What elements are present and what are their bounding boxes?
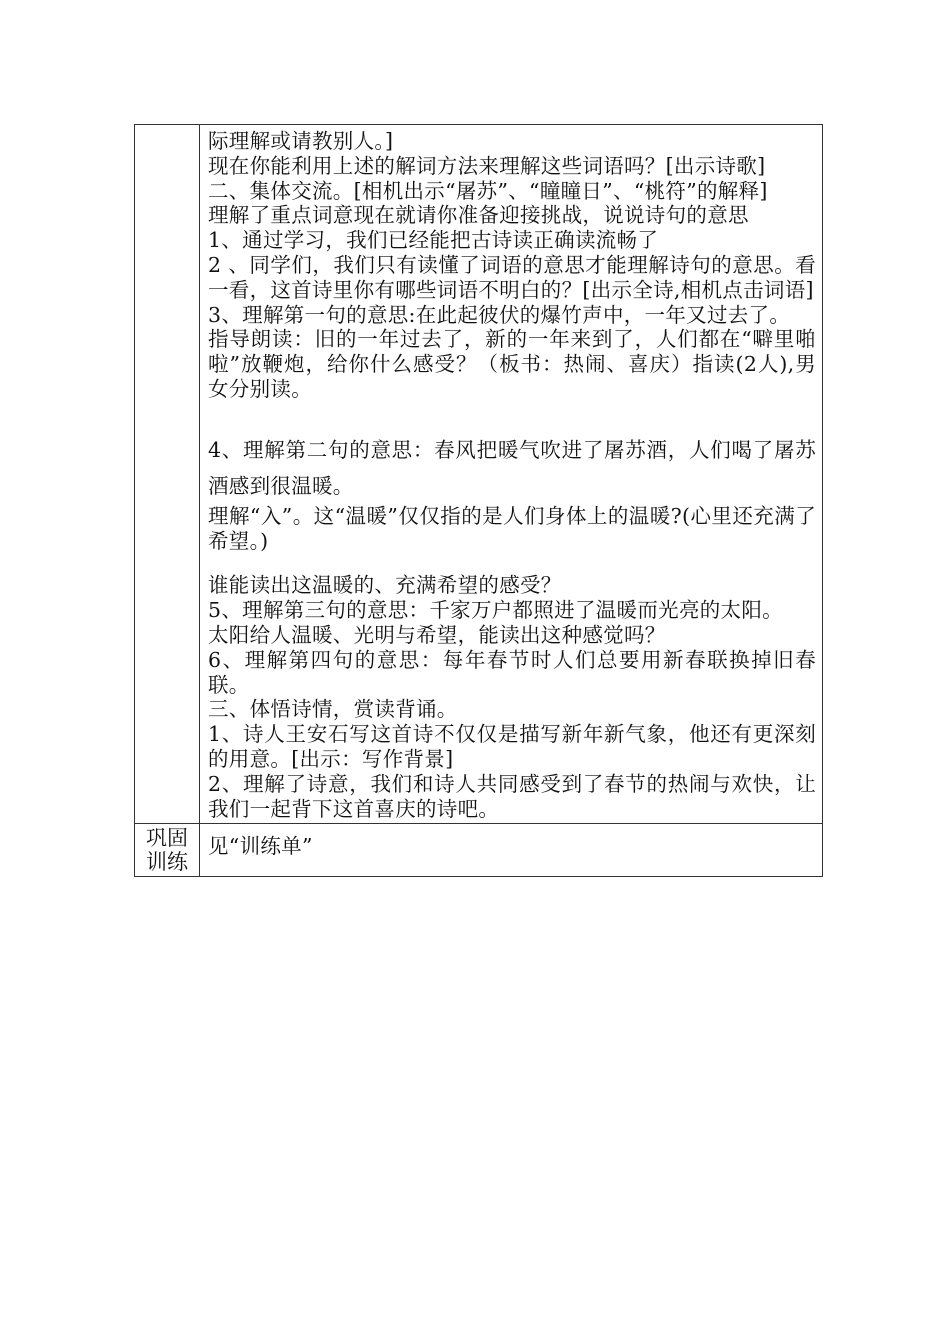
row-label-cell bbox=[135, 125, 200, 824]
content-line: 现在你能利用上述的解词方法来理解这些词语吗？[出示诗歌] bbox=[208, 153, 766, 178]
content-line: 1、诗人王安石写这首诗不仅仅是描写新年新气象，他还有更深刻的用意。[出示：写作背景] bbox=[208, 722, 816, 771]
content-line: 理解“入”。这“温暖”仅仅指的是人们身体上的温暖?(心里还充满了希望。) bbox=[208, 503, 816, 553]
content-line: 际理解或请教别人。] bbox=[208, 129, 394, 153]
row-label-cell bbox=[135, 824, 200, 877]
content-line: 太阳给人温暖、光明与希望，能读出这种感觉吗？ bbox=[208, 622, 666, 647]
content-line: 见“训练单” bbox=[208, 834, 313, 859]
table-row bbox=[135, 824, 823, 877]
row-content-cell bbox=[200, 125, 823, 824]
row-label-line: 训练 bbox=[146, 850, 188, 875]
content-line: 指导朗读：旧的一年过去了，新的一年来到了，人们都在“噼里啪啦”放鞭炮，给你什么感受？（板书：热闹、喜庆）指读(2人),男女分别读。 bbox=[208, 327, 816, 401]
content-line: 2 、同学们，我们只有读懂了词语的意思才能理解诗句的意思。看一看，这首诗里你有哪些词语不明白的？[出示全诗,相机点击词语] bbox=[208, 252, 816, 302]
table-row bbox=[135, 125, 823, 824]
content-line: 3、理解第一句的意思:在此起彼伏的爆竹声中，一年又过去了。 bbox=[208, 302, 791, 327]
content-line: 谁能读出这温暖的、充满希望的感受？ bbox=[208, 573, 562, 598]
content-line: 二、集体交流。[相机出示“屠苏”、“瞳瞳日”、“桃符”的解释] bbox=[208, 178, 768, 203]
content-line: 三、体悟诗情，赏读背诵。 bbox=[208, 697, 458, 722]
content-line: 1、通过学习，我们已经能把古诗读正确读流畅了 bbox=[208, 228, 659, 253]
content-line: 理解了重点词意现在就请你准备迎接挑战，说说诗句的意思 bbox=[208, 203, 749, 228]
row-content-cell bbox=[200, 824, 823, 877]
content-line: 5、理解第三句的意思：千家万户都照进了温暖而光亮的太阳。 bbox=[208, 598, 783, 623]
content-line: 2、理解了诗意，我们和诗人共同感受到了春节的热闹与欢快，让我们一起背下这首喜庆的诗吧。 bbox=[208, 771, 816, 821]
content-line: 6、理解第四句的意思：每年春节时人们总要用新春联换掉旧春联。 bbox=[208, 647, 816, 697]
content-line: 4、理解第二句的意思：春风把暖气吹进了屠苏酒，人们喝了屠苏酒感到很温暖。 bbox=[208, 437, 816, 498]
row-label-line: 巩固 bbox=[146, 826, 188, 851]
lesson-plan-table bbox=[134, 124, 823, 877]
